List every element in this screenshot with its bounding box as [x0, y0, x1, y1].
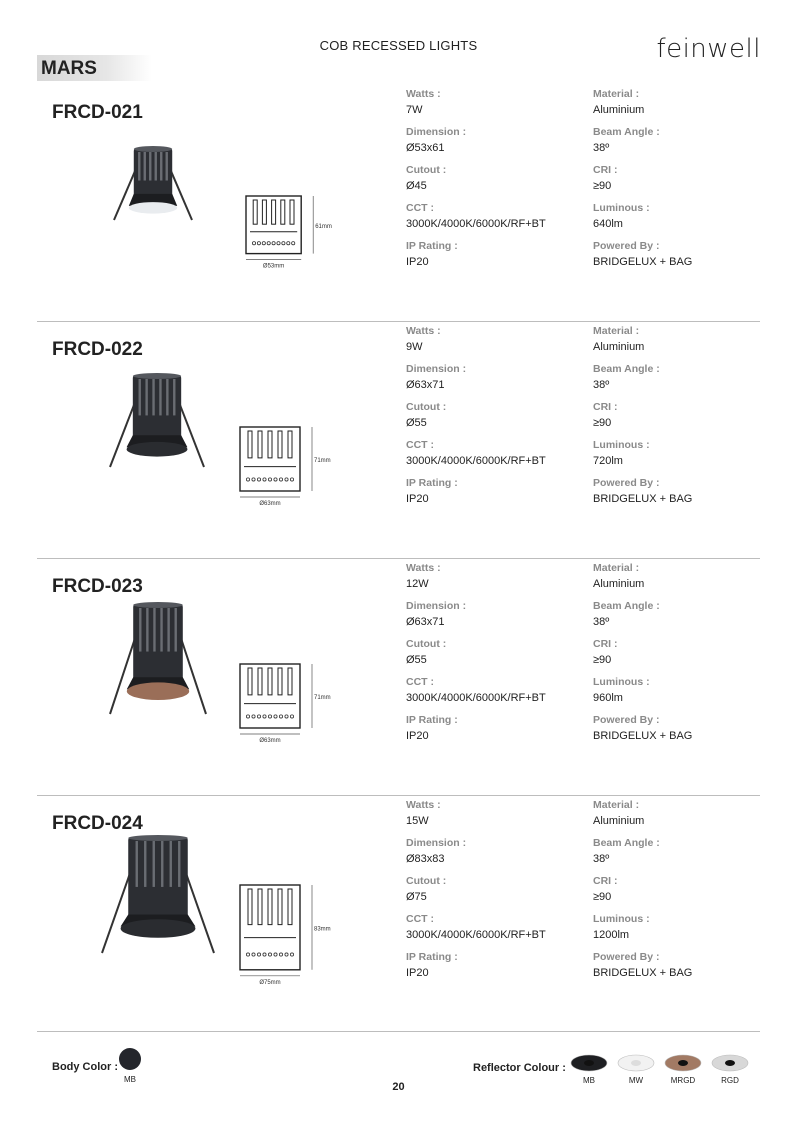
spec-value: 15W [406, 815, 429, 827]
spec-value: BRIDGELUX + BAG [593, 256, 693, 268]
model-number: FRCD-023 [52, 576, 143, 597]
spec-material [593, 799, 773, 827]
spec-value: Aluminium [593, 341, 645, 353]
product-block [0, 84, 797, 321]
spec-label: Luminous : [593, 202, 650, 214]
spec-cri [593, 164, 773, 192]
dimension-drawing [232, 662, 352, 756]
spec-value: Ø75 [406, 891, 427, 903]
spec-value: 9W [406, 341, 423, 353]
spec-label: IP Rating : [406, 714, 458, 726]
spec-value: Ø63x71 [406, 379, 445, 391]
spec-cri [593, 875, 773, 903]
spec-powered [593, 477, 773, 505]
spec-label: Cutout : [406, 875, 447, 887]
spec-value: 720lm [593, 455, 623, 467]
dimension-drawing [232, 425, 352, 519]
spec-material [593, 562, 773, 590]
spec-label: Cutout : [406, 401, 447, 413]
spec-label: Material : [593, 325, 640, 337]
spec-label: Material : [593, 88, 640, 100]
spec-label: Powered By : [593, 714, 660, 726]
spec-cct [406, 676, 586, 704]
spec-label: IP Rating : [406, 240, 458, 252]
footer-divider [37, 1031, 760, 1032]
spec-cct [406, 913, 586, 941]
series-tab [37, 55, 152, 81]
spec-label: CRI : [593, 164, 618, 176]
spec-dimension [406, 126, 586, 154]
spec-value: IP20 [406, 256, 429, 268]
spec-cri [593, 401, 773, 429]
height-dimension: 71mm [314, 695, 331, 701]
spec-watts [406, 799, 586, 827]
spec-label: Luminous : [593, 439, 650, 451]
dimension-drawing [238, 194, 350, 280]
spec-label: Beam Angle : [593, 126, 660, 138]
spec-label: CCT : [406, 676, 434, 688]
spec-value: Ø55 [406, 417, 427, 429]
spec-label: CCT : [406, 202, 434, 214]
spec-label: Material : [593, 799, 640, 811]
spec-material [593, 88, 773, 116]
spec-cutout [406, 164, 586, 192]
width-dimension: Ø63mm [259, 738, 281, 744]
spec-beam [593, 837, 773, 865]
spec-cutout [406, 401, 586, 429]
page-number: 20 [392, 1081, 405, 1093]
height-dimension: 61mm [315, 223, 332, 230]
spec-powered [593, 951, 773, 979]
spec-value: IP20 [406, 730, 429, 742]
reflector-code: MW [628, 1076, 644, 1085]
spec-label: Beam Angle : [593, 600, 660, 612]
spec-value: Ø45 [406, 180, 427, 192]
product-photo [106, 373, 208, 471]
spec-watts [406, 88, 586, 116]
spec-dimension [406, 600, 586, 628]
spec-dimension [406, 837, 586, 865]
spec-value: IP20 [406, 967, 429, 979]
spec-cct [406, 439, 586, 467]
spec-value: 3000K/4000K/6000K/RF+BT [406, 929, 546, 941]
spec-cri [593, 638, 773, 666]
spec-beam [593, 363, 773, 391]
spec-label: Beam Angle : [593, 837, 660, 849]
spec-value: IP20 [406, 493, 429, 505]
spec-label: CCT : [406, 913, 434, 925]
section-divider [37, 795, 760, 796]
spec-cutout [406, 875, 586, 903]
category-title: COB RECESSED LIGHTS [319, 38, 478, 53]
spec-value: 3000K/4000K/6000K/RF+BT [406, 218, 546, 230]
spec-value: 3000K/4000K/6000K/RF+BT [406, 692, 546, 704]
spec-watts [406, 325, 586, 353]
spec-label: Cutout : [406, 164, 447, 176]
reflector-swatch [570, 1053, 608, 1073]
spec-ip [406, 477, 586, 505]
body-color-label: Body Color : [52, 1061, 118, 1073]
reflector-code: MRGD [670, 1076, 696, 1085]
product-photo [106, 602, 210, 718]
spec-value: 12W [406, 578, 429, 590]
product-photo [110, 146, 196, 224]
spec-label: CRI : [593, 875, 618, 887]
spec-label: Watts : [406, 325, 441, 337]
spec-value: 640lm [593, 218, 623, 230]
dimension-drawing [232, 883, 352, 1003]
spec-luminous [593, 202, 773, 230]
spec-label: Powered By : [593, 951, 660, 963]
reflector-swatch [617, 1053, 655, 1073]
spec-cutout [406, 638, 586, 666]
spec-value: ≥90 [593, 417, 612, 429]
series-name: MARS [41, 58, 97, 79]
spec-label: IP Rating : [406, 477, 458, 489]
reflector-code: MB [583, 1076, 595, 1085]
spec-beam [593, 600, 773, 628]
body-color-code: MB [124, 1075, 136, 1084]
spec-powered [593, 240, 773, 268]
spec-value: 960lm [593, 692, 623, 704]
spec-value: Ø55 [406, 654, 427, 666]
spec-material [593, 325, 773, 353]
spec-ip [406, 240, 586, 268]
spec-value: 38º [593, 142, 610, 154]
height-dimension: 83mm [314, 926, 331, 933]
spec-value: ≥90 [593, 891, 612, 903]
spec-value: Aluminium [593, 578, 645, 590]
spec-value: 1200lm [593, 929, 630, 941]
spec-value: Ø83x83 [406, 853, 445, 865]
spec-value: 7W [406, 104, 423, 116]
spec-value: 38º [593, 379, 610, 391]
spec-label: Watts : [406, 88, 441, 100]
spec-label: Dimension : [406, 600, 467, 612]
reflector-code: RGD [721, 1076, 739, 1085]
product-block [0, 795, 797, 1032]
model-number: FRCD-024 [52, 813, 143, 834]
spec-value: Aluminium [593, 104, 645, 116]
spec-ip [406, 714, 586, 742]
reflector-swatch [664, 1053, 702, 1073]
body-color-swatch [119, 1048, 141, 1070]
width-dimension: Ø75mm [259, 979, 281, 986]
spec-label: Luminous : [593, 676, 650, 688]
spec-value: ≥90 [593, 180, 612, 192]
spec-label: Dimension : [406, 837, 467, 849]
spec-luminous [593, 439, 773, 467]
spec-luminous [593, 676, 773, 704]
spec-label: Powered By : [593, 240, 660, 252]
spec-powered [593, 714, 773, 742]
section-divider [37, 558, 760, 559]
spec-value: 38º [593, 853, 610, 865]
spec-label: CCT : [406, 439, 434, 451]
spec-value: ≥90 [593, 654, 612, 666]
spec-label: Luminous : [593, 913, 650, 925]
spec-label: CRI : [593, 401, 618, 413]
spec-label: Watts : [406, 562, 441, 574]
brand-logo: feinwell [656, 34, 761, 64]
model-number: FRCD-021 [52, 102, 143, 123]
spec-label: CRI : [593, 638, 618, 650]
spec-value: 3000K/4000K/6000K/RF+BT [406, 455, 546, 467]
spec-label: Cutout : [406, 638, 447, 650]
spec-label: Material : [593, 562, 640, 574]
width-dimension: Ø53mm [262, 263, 285, 270]
spec-label: IP Rating : [406, 951, 458, 963]
product-block [0, 558, 797, 795]
spec-value: Aluminium [593, 815, 645, 827]
model-number: FRCD-022 [52, 339, 143, 360]
spec-label: Powered By : [593, 477, 660, 489]
height-dimension: 71mm [314, 458, 331, 464]
reflector-colour-label: Reflector Colour : [473, 1062, 566, 1074]
spec-label: Watts : [406, 799, 441, 811]
spec-beam [593, 126, 773, 154]
spec-luminous [593, 913, 773, 941]
spec-value: BRIDGELUX + BAG [593, 730, 693, 742]
spec-dimension [406, 363, 586, 391]
reflector-swatch [711, 1053, 749, 1073]
spec-value: 38º [593, 616, 610, 628]
spec-ip [406, 951, 586, 979]
product-block [0, 321, 797, 558]
product-photo [98, 835, 218, 957]
width-dimension: Ø63mm [259, 501, 281, 507]
spec-label: Dimension : [406, 363, 467, 375]
spec-value: Ø63x71 [406, 616, 445, 628]
spec-value: Ø53x61 [406, 142, 445, 154]
spec-label: Dimension : [406, 126, 467, 138]
spec-watts [406, 562, 586, 590]
spec-value: BRIDGELUX + BAG [593, 967, 693, 979]
section-divider [37, 321, 760, 322]
spec-label: Beam Angle : [593, 363, 660, 375]
spec-cct [406, 202, 586, 230]
spec-value: BRIDGELUX + BAG [593, 493, 693, 505]
